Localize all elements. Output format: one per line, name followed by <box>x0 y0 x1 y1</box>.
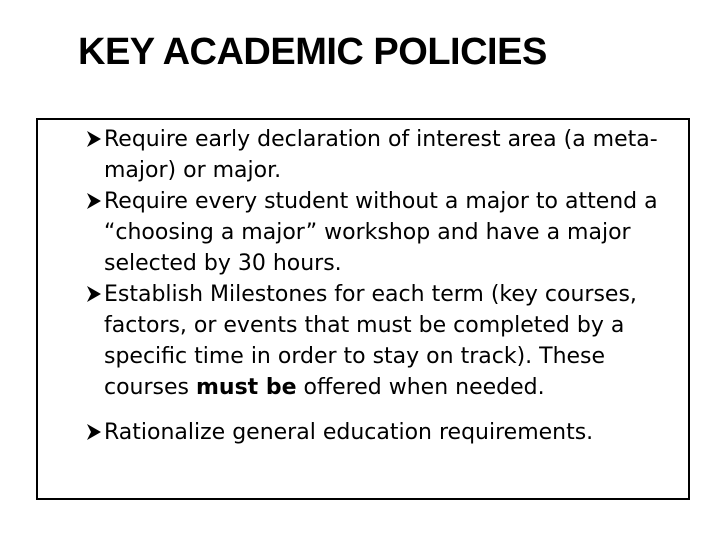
bullet-rationalize-gen-ed <box>86 417 682 448</box>
bullet-text: Rationalize general education requirements. <box>104 420 594 445</box>
arrow-bullet-icon <box>86 417 104 448</box>
arrow-bullet-icon <box>86 279 104 310</box>
arrow-bullet-icon <box>86 124 104 155</box>
bullet-establish-milestones <box>86 279 682 403</box>
policies-box <box>36 118 690 500</box>
bullet-text-before: Establish Milestones for each term (key courses, factors, or events that must be completed by a specific time in order to stay on track). These courses <box>104 282 637 400</box>
slide-title: KEY ACADEMIC POLICIES <box>78 31 547 73</box>
arrow-bullet-icon <box>86 186 104 217</box>
bullet-early-declaration <box>86 124 682 186</box>
bullet-text: Require every student without a major to attend a “choosing a major” workshop and have a major selected by 30 hours. <box>104 189 658 276</box>
bullet-choosing-major-workshop <box>86 186 682 279</box>
bullet-text: Require early declaration of interest area (a meta-major) or major. <box>104 127 658 183</box>
policies-list <box>86 124 682 448</box>
bullet-text-after: offered when needed. <box>296 375 545 400</box>
bullet-text-emphasis: must be <box>196 375 297 400</box>
